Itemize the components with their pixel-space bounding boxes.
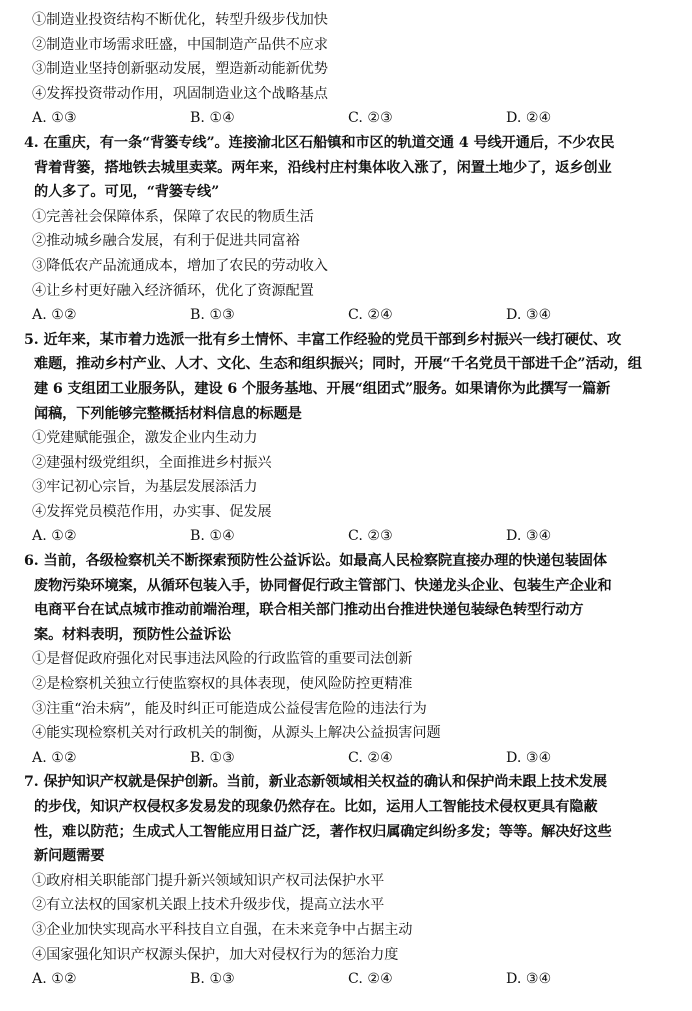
question-3: [24, 8, 670, 131]
question-7: [24, 770, 670, 991]
q6-choice-a: A. ①②: [32, 749, 77, 766]
q5-stem-line-3: 建 6 支组团工业服务队，建设 6 个服务基地、开展“组团式”服务。如果请你为此撰写一篇新: [34, 380, 611, 397]
q4-choice-d: D. ③④: [506, 307, 552, 324]
q5-choices: [24, 524, 670, 549]
q7-stem-line-2: 的步伐，知识产权侵权多发易发的现象仍然存在。比如，运用人工智能技术侵权更具有隐蔽: [34, 799, 598, 815]
q6-option-1: ①是督促政府强化对民事违法风险的行政监管的重要司法创新: [32, 651, 413, 668]
q5-stem-line-4: 闻稿，下列能够完整概括材料信息的标题是: [34, 405, 302, 422]
q4-option-1: ①完善社会保障体系，保障了农民的物质生活: [32, 208, 314, 225]
question-4: [24, 131, 670, 328]
q3-choice-b: B. ①④: [190, 110, 235, 127]
q7-choice-c: C. ②④: [348, 971, 393, 988]
q5-choice-a: A. ①②: [32, 528, 77, 545]
q5-stem-line-1: 5. 近年来，某市着力选派一批有乡土情怀、丰富工作经验的党员干部到乡村振兴一线打硬仗、攻: [24, 331, 622, 348]
q7-stem-line-3: 性，难以防范；生成式人工智能应用日益广泛，著作权归属确定纠纷多发；等等。解决好这些: [34, 823, 612, 840]
q4-option-2: ②推动城乡融合发展，有利于促进共同富裕: [32, 233, 300, 250]
q4-stem-line-1: 4. 在重庆，有一条“背篓专线”。连接渝北区石船镇和市区的轨道交通 4 号线开通后，不少农民: [24, 134, 615, 151]
q3-option-1: ①制造业投资结构不断优化，转型升级步伐加快: [32, 12, 328, 28]
q6-choice-b: B. ①③: [190, 749, 235, 766]
q4-choice-a: A. ①②: [32, 307, 77, 324]
q7-choice-d: D. ③④: [506, 971, 552, 988]
q3-choices: [24, 106, 670, 131]
q7-choice-b: B. ①③: [190, 971, 235, 988]
q3-choice-d: D. ②④: [506, 110, 552, 127]
q7-choices: [24, 967, 670, 992]
q7-option-2: ②有立法权的国家机关跟上技术升级步伐，提高立法水平: [32, 897, 385, 914]
q4-option-4: ④让乡村更好融入经济循环，优化了资源配置: [32, 282, 314, 299]
q7-option-3: ③企业加快实现高水平科技自立自强，在未来竞争中占据主动: [32, 921, 413, 938]
question-6: [24, 549, 670, 770]
q4-option-3: ③降低农产品流通成本，增加了农民的劳动收入: [32, 257, 328, 274]
q5-choice-d: D. ③④: [506, 528, 552, 545]
q5-stem-line-2: 难题，推动乡村产业、人才、文化、生态和组织振兴；同时，开展“千名党员干部进千企”活动，组: [34, 356, 642, 373]
q3-option-2: ②制造业市场需求旺盛，中国制造产品供不应求: [32, 36, 328, 53]
q5-choice-c: C. ②③: [348, 528, 393, 545]
question-5: [24, 328, 670, 549]
q5-option-2: ②建强村级党组织，全面推进乡村振兴: [32, 454, 272, 471]
q7-stem-line-1: 7. 保护知识产权就是保护创新。当前，新业态新领域相关权益的确认和保护尚未跟上技术发展: [24, 774, 607, 791]
q6-stem-line-1: 6. 当前，各级检察机关不断探索预防性公益诉讼。如最高人民检察院直接办理的快递包装固体: [24, 553, 607, 570]
q6-choices: [24, 746, 670, 771]
q3-choice-a: A. ①③: [32, 110, 77, 127]
q3-choice-c: C. ②③: [348, 110, 393, 127]
q6-option-2: ②是检察机关独立行使监察权的具体表现，使风险防控更精准: [32, 676, 413, 693]
q6-choice-d: D. ③④: [506, 749, 552, 766]
q4-choice-c: C. ②④: [348, 307, 393, 324]
q5-option-3: ③牢记初心宗旨，为基层发展添活力: [32, 479, 258, 496]
q5-option-4: ④发挥党员模范作用，办实事、促发展: [32, 503, 272, 520]
q7-stem-line-4: 新问题需要: [34, 848, 105, 865]
q5-option-1: ①党建赋能强企，激发企业内生动力: [32, 430, 258, 447]
q5-choice-b: B. ①④: [190, 528, 235, 545]
q3-option-3: ③制造业坚持创新驱动发展，塑造新动能新优势: [32, 61, 328, 78]
q4-choice-b: B. ①③: [190, 307, 235, 324]
q6-stem-line-2: 废物污染环境案，从循环包装入手，协同督促行政主管部门、快递龙头企业、包装生产企业和: [34, 577, 612, 594]
q6-option-3: ③注重“治未病”，能及时纠正可能造成公益侵害危险的违法行为: [32, 700, 427, 717]
q7-option-1: ①政府相关职能部门提升新兴领域知识产权司法保护水平: [32, 872, 385, 889]
q4-stem-line-3: 的人多了。可见，“背篓专线”: [34, 184, 220, 201]
q6-choice-c: C. ②④: [348, 749, 393, 766]
q3-option-4: ④发挥投资带动作用，巩固制造业这个战略基点: [32, 85, 328, 102]
q6-stem-line-4: 案。材料表明，预防性公益诉讼: [34, 626, 232, 643]
q4-stem-line-2: 背着背篓，搭地铁去城里卖菜。两年来，沿线村庄村集体收入涨了，闲置土地少了，返乡创业: [34, 159, 612, 176]
q6-option-4: ④能实现检察机关对行政机关的制衡，从源头上解决公益损害问题: [32, 725, 441, 742]
q7-option-4: ④国家强化知识产权源头保护，加大对侵权行为的惩治力度: [32, 946, 399, 963]
q6-stem-line-3: 电商平台在试点城市推动前端治理，联合相关部门推动出台推进快递包装绿色转型行动方: [34, 602, 584, 619]
q7-choice-a: A. ①②: [32, 971, 77, 988]
q4-choices: [24, 303, 670, 328]
